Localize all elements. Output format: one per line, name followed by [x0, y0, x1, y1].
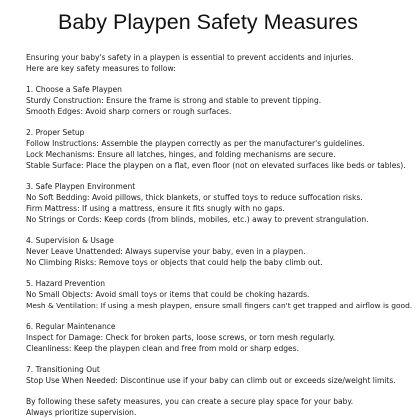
intro-line: Here are key safety measures to follow: — [26, 64, 176, 73]
intro-paragraph — [26, 52, 410, 74]
section-item: Firm Mattress: If using a mattress, ensure it fits snugly with no gaps. — [26, 204, 285, 213]
section-safe-environment — [26, 181, 410, 225]
closing-line: Always prioritize supervision. — [26, 408, 137, 417]
section-item: Cleanliness: Keep the playpen clean and free from mold or sharp edges. — [26, 344, 300, 353]
section-item: Follow Instructions: Assemble the playpen correctly as per the manufacturer's guidelines. — [26, 139, 365, 148]
section-proper-setup — [26, 127, 410, 171]
section-item: Stable Surface: Place the playpen on a flat, even floor (not on elevated surfaces like beds or tables). — [26, 161, 406, 170]
section-heading: 7. Transitioning Out — [26, 365, 100, 374]
section-heading: 5. Hazard Prevention — [26, 279, 105, 288]
closing-line: By following these safety measures, you can create a secure play space for your baby. — [26, 397, 354, 406]
section-heading: 4. Supervision & Usage — [26, 236, 114, 245]
paragraph-gap — [26, 117, 410, 127]
section-item: Inspect for Damage: Check for broken parts, loose screws, or torn mesh regularly. — [26, 333, 336, 342]
section-item: No Climbing Risks: Remove toys or objects that could help the baby climb out. — [26, 258, 323, 267]
section-regular-maintenance — [26, 321, 410, 354]
section-item: Never Leave Unattended: Always supervise your baby, even in a playpen. — [26, 247, 306, 256]
section-item: Stop Use When Needed: Discontinue use if your baby can climb out or exceeds size/weight limits. — [26, 376, 396, 385]
section-item: No Soft Bedding: Avoid pillows, thick blankets, or stuffed toys to reduce suffocation risks. — [26, 193, 363, 202]
section-transitioning-out — [26, 364, 410, 386]
closing-paragraph — [26, 396, 410, 418]
section-heading: 6. Regular Maintenance — [26, 322, 116, 331]
paragraph-gap — [26, 171, 410, 181]
section-choose-safe-playpen — [26, 84, 410, 117]
paragraph-gap — [26, 386, 410, 396]
section-item: No Small Objects: Avoid small toys or items that could be choking hazards. — [26, 290, 310, 299]
section-item: Sturdy Construction: Ensure the frame is strong and stable to prevent tipping. — [26, 96, 322, 105]
section-item: Mesh & Ventilation: If using a mesh playpen, ensure small fingers can't get trapped and airflow is good. — [26, 301, 413, 310]
page-title: Baby Playpen Safety Measures — [58, 10, 358, 34]
section-hazard-prevention — [26, 278, 413, 311]
paragraph-gap — [26, 225, 410, 235]
paragraph-gap — [26, 311, 410, 321]
section-heading: 1. Choose a Safe Playpen — [26, 85, 122, 94]
paragraph-gap — [26, 74, 410, 84]
paragraph-gap — [26, 354, 410, 364]
section-item: Smooth Edges: Avoid sharp corners or rough surfaces. — [26, 107, 232, 116]
document-body — [26, 52, 413, 418]
section-item: Lock Mechanisms: Ensure all latches, hinges, and folding mechanisms are secure. — [26, 150, 336, 159]
section-heading: 2. Proper Setup — [26, 128, 85, 137]
section-item: No Strings or Cords: Keep cords (from blinds, mobiles, etc.) away to prevent strangulation. — [26, 215, 369, 224]
paragraph-gap — [26, 268, 410, 278]
section-supervision-usage — [26, 235, 410, 268]
section-heading: 3. Safe Playpen Environment — [26, 182, 136, 191]
intro-line: Ensuring your baby's safety in a playpen is essential to prevent accidents and injuries. — [26, 53, 354, 62]
